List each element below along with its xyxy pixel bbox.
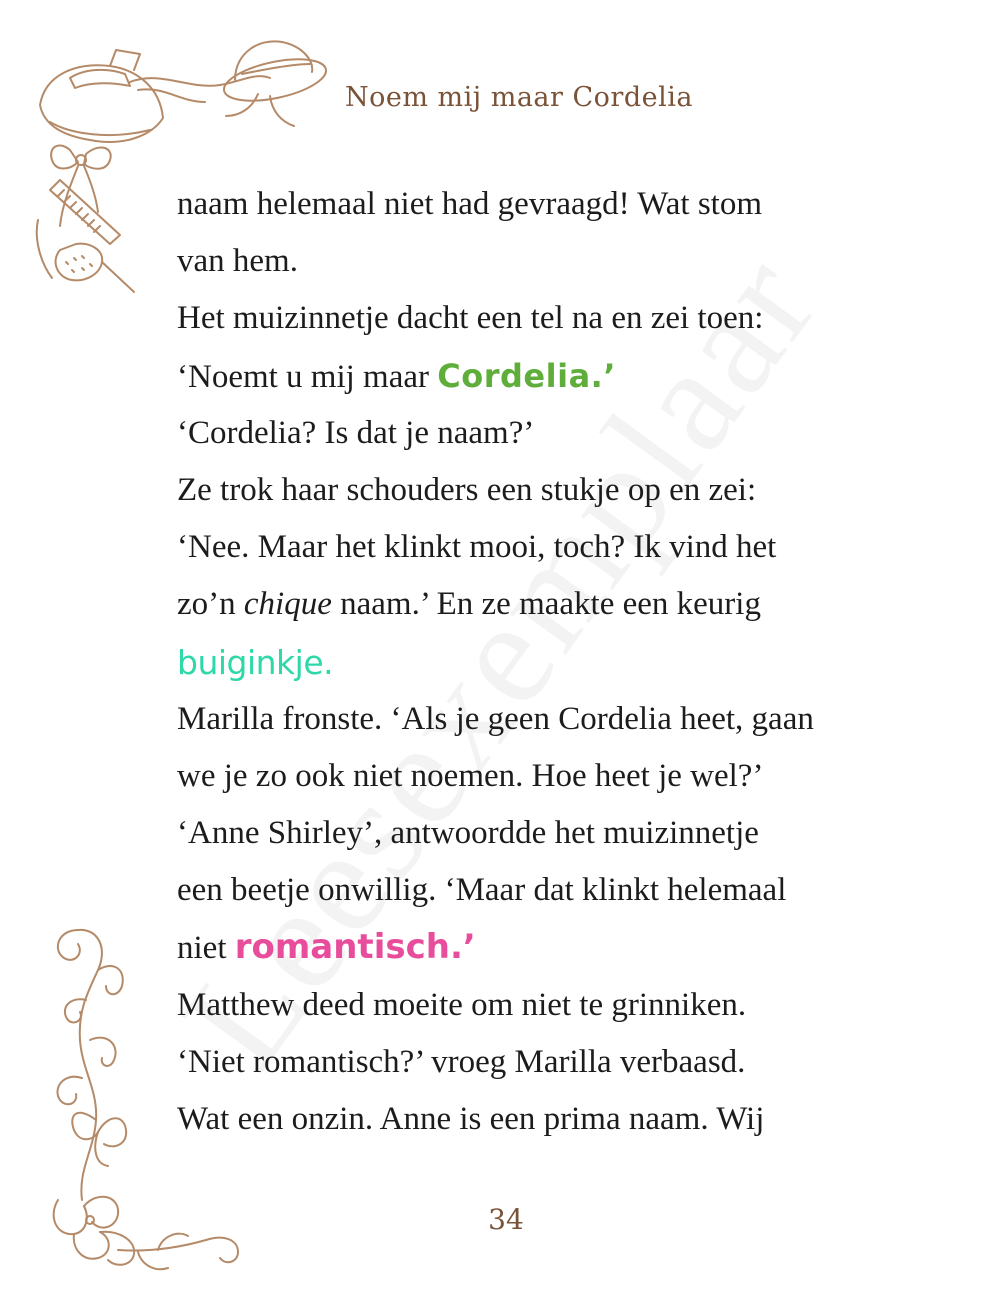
- text-line: [177, 634, 917, 691]
- italic-word-chique: chique: [243, 586, 332, 623]
- text-line: naam helemaal niet had gevraagd! Wat stom: [177, 186, 763, 222]
- highlight-word-romantisch: romantisch.’: [234, 927, 476, 968]
- text-line: zo’n chique naam.’ En ze maakte een keurig: [177, 586, 761, 623]
- text-line: ‘Niet romantisch?’ vroeg Marilla verbaasd.: [177, 1043, 746, 1080]
- text-line: ‘Cordelia? Is dat je naam?’: [177, 414, 535, 451]
- running-head: Noem mij maar Cordelia: [345, 82, 693, 113]
- text-line: Ze trok haar schouders een stukje op en zei:: [177, 471, 757, 508]
- text-line: een beetje onwillig. ‘Maar dat klinkt helemaal: [177, 872, 787, 909]
- page-number: 34: [488, 1203, 524, 1236]
- story-text: [177, 176, 917, 1148]
- text-line: ‘Noemt u mij maar Cordelia.’: [177, 356, 616, 395]
- text-line: Wat een onzin. Anne is een prima naam. Wij: [177, 1101, 765, 1137]
- text-line: Matthew deed moeite om niet te grinniken.: [177, 986, 747, 1023]
- text-line: Het muizinnetje dacht een tel na en zei toen:: [177, 300, 764, 337]
- text-line: ‘Anne Shirley’, antwoordde het muizinnetje: [177, 815, 759, 852]
- highlight-word-cordelia: Cordelia.’: [437, 356, 616, 395]
- text-line: we je zo ook niet noemen. Hoe heet je wel?’: [177, 757, 764, 794]
- text-line: Marilla fronste. ‘Als je geen Cordelia heet, gaan: [177, 700, 814, 737]
- text-line: ‘Nee. Maar het klinkt mooi, toch? Ik vind het: [177, 529, 777, 566]
- text-line: van hem.: [177, 243, 298, 280]
- text-line: niet romantisch.’: [177, 927, 476, 968]
- highlight-word-buiginkje: buiginkje.: [177, 642, 334, 682]
